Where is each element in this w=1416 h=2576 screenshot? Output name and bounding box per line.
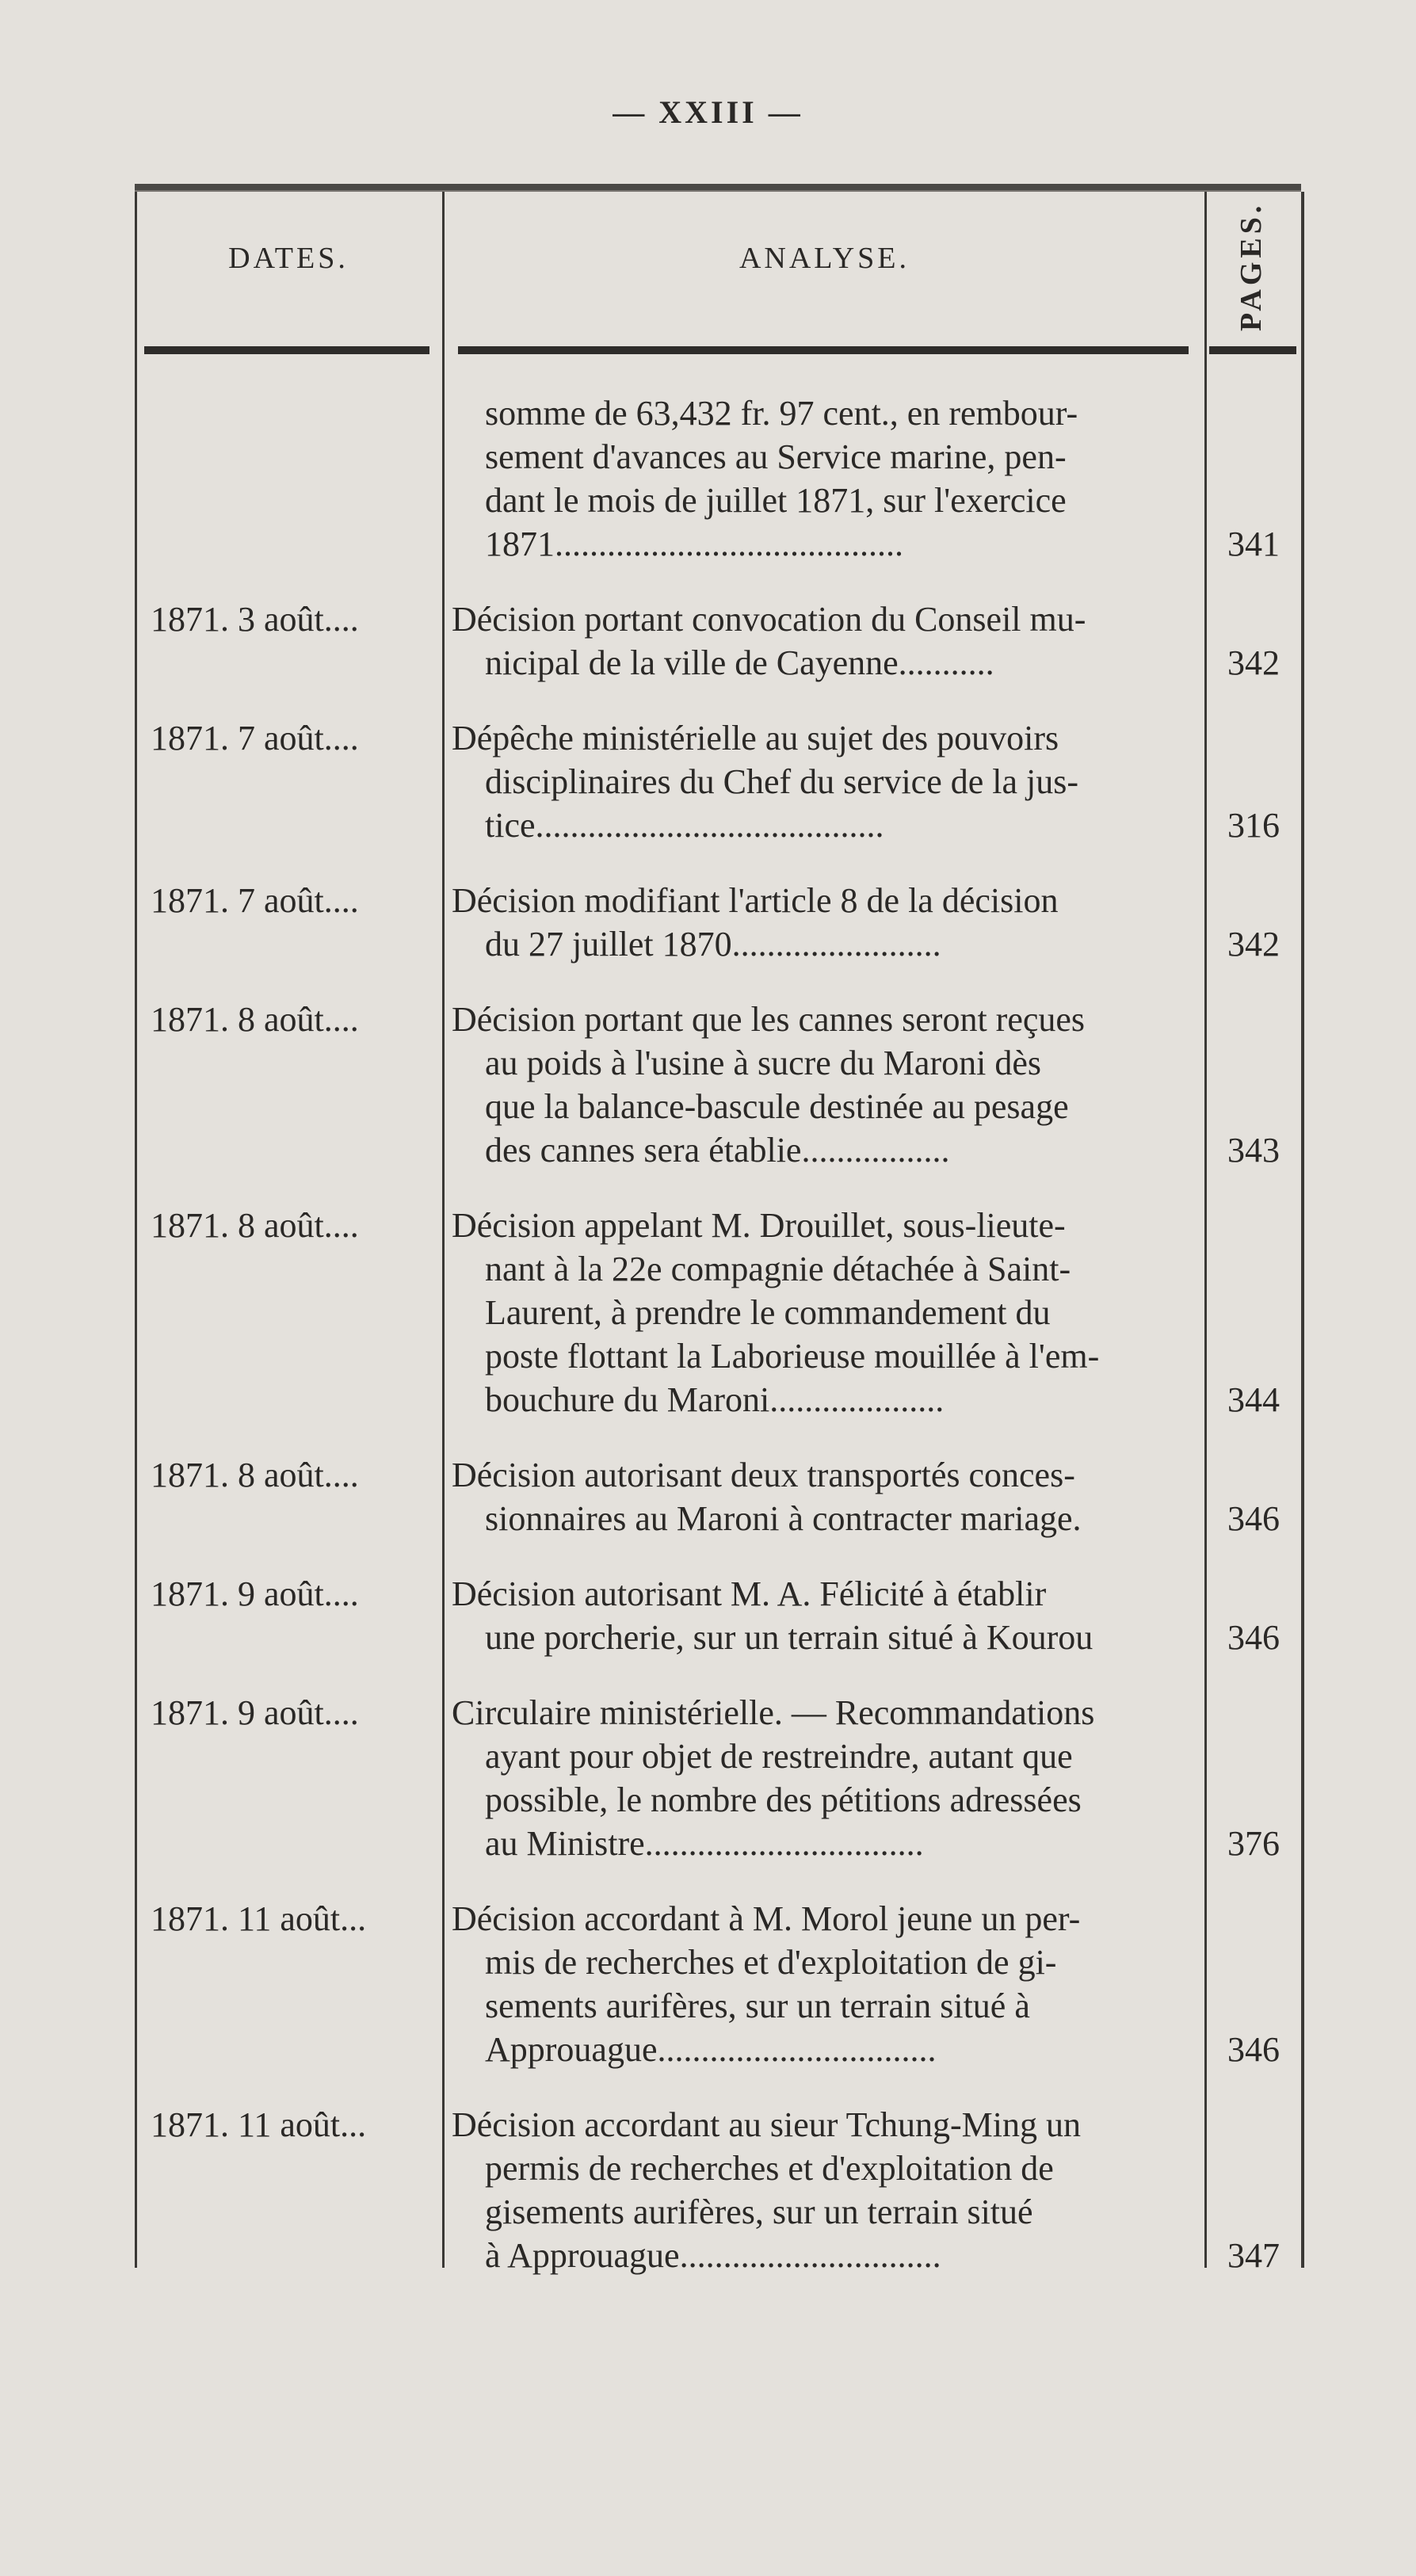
dates-header-label: DATES.	[228, 242, 349, 275]
analysis-line: Décision accordant à M. Morol jeune un per-	[452, 1899, 1081, 1938]
analysis-line: nicipal de la ville de Cayenne...........	[485, 643, 994, 682]
entry-date: 1871. 7 août....	[151, 719, 359, 758]
index-entry	[135, 1204, 1301, 1422]
pages-header-label: PAGES.	[1235, 201, 1268, 331]
index-entry	[135, 1897, 1301, 2071]
analysis-line: une porcherie, sur un terrain situé à Kourou	[485, 1618, 1093, 1657]
analysis-line: ayant pour objet de restreindre, autant que	[485, 1737, 1073, 1776]
analysis-line: disciplinaires du Chef du service de la jus-	[485, 762, 1079, 801]
entry-page-number: 346	[1227, 2030, 1280, 2069]
index-entry	[135, 2103, 1301, 2277]
analysis-line: à Approuague..............................	[485, 2236, 941, 2275]
pages-header-rule	[1209, 346, 1296, 354]
entry-analysis	[452, 597, 1197, 685]
entry-date: 1871. 8 août....	[151, 1000, 359, 1039]
analysis-line: Décision portant convocation du Conseil mu-	[452, 600, 1086, 639]
analysis-line: du 27 juillet 1870........................	[485, 925, 941, 964]
entry-page-number: 343	[1227, 1131, 1280, 1170]
entry-page-number: 347	[1227, 2236, 1280, 2275]
entry-analysis	[452, 391, 1197, 566]
analysis-line: que la balance-bascule destinée au pesage	[485, 1087, 1069, 1126]
dates-column-header	[135, 184, 442, 346]
index-table	[135, 184, 1301, 2275]
analyse-header-label: ANALYSE.	[739, 242, 910, 275]
analysis-line: nant à la 22e compagnie détachée à Saint-	[485, 1250, 1071, 1288]
analysis-line: Dépêche ministérielle au sujet des pouvoirs	[452, 719, 1059, 758]
analysis-line: poste flottant la Laborieuse mouillée à l'em-	[485, 1337, 1100, 1376]
index-entry	[135, 1453, 1301, 1540]
analysis-line: Approuague................................	[485, 2030, 937, 2069]
analysis-line: Décision portant que les cannes seront reçues	[452, 1000, 1086, 1039]
entry-analysis	[452, 998, 1197, 1172]
analysis-line: Décision autorisant deux transportés conces-	[452, 1456, 1075, 1494]
analysis-line: permis de recherches et d'exploitation de	[485, 2149, 1054, 2188]
analysis-line: gisements aurifères, sur un terrain situé	[485, 2192, 1033, 2231]
analysis-line: sement d'avances au Service marine, pen-	[485, 437, 1067, 476]
index-entry	[135, 998, 1301, 1172]
dates-header-rule	[144, 346, 429, 354]
entry-date: 1871. 9 août....	[151, 1574, 359, 1613]
analysis-line: des cannes sera établie.................	[485, 1131, 950, 1170]
analysis-line: bouchure du Maroni....................	[485, 1380, 945, 1419]
entry-page-number: 342	[1227, 925, 1280, 964]
analysis-line: sements aurifères, sur un terrain situé à	[485, 1986, 1030, 2025]
entry-page-number: 344	[1227, 1380, 1280, 1419]
entry-page-number: 341	[1227, 525, 1280, 563]
entry-date: 1871. 11 août...	[151, 1899, 367, 1938]
analysis-line: Laurent, à prendre le commandement du	[485, 1293, 1051, 1332]
index-entry	[135, 879, 1301, 966]
entry-page-number: 346	[1227, 1499, 1280, 1538]
pages-column-header	[1207, 184, 1301, 346]
entry-page-number: 346	[1227, 1618, 1280, 1657]
entry-analysis	[452, 716, 1197, 847]
analyse-column-header	[445, 184, 1204, 346]
index-entry	[135, 1691, 1301, 1865]
analysis-line: tice........................................	[485, 806, 884, 845]
analysis-line: Décision autorisant M. A. Félicité à établir	[452, 1574, 1047, 1613]
analysis-line: 1871........................................	[485, 525, 903, 563]
entry-page-number: 376	[1227, 1824, 1280, 1863]
entry-page-number: 316	[1227, 806, 1280, 845]
analysis-line: sionnaires au Maroni à contracter mariage.	[485, 1499, 1082, 1538]
analysis-line: Décision accordant au sieur Tchung-Ming un	[452, 2105, 1081, 2144]
analysis-line: au poids à l'usine à sucre du Maroni dès	[485, 1044, 1041, 1082]
entry-analysis	[452, 1691, 1197, 1865]
index-entry	[135, 1572, 1301, 1659]
entry-analysis	[452, 1572, 1197, 1659]
entries-list	[135, 391, 1301, 2309]
analysis-line: mis de recherches et d'exploitation de gi-	[485, 1943, 1057, 1982]
analysis-line: possible, le nombre des pétitions adressées	[485, 1780, 1082, 1819]
analysis-line: somme de 63,432 fr. 97 cent., en rembour-	[485, 394, 1078, 433]
entry-date: 1871. 11 août...	[151, 2105, 367, 2144]
entry-analysis	[452, 879, 1197, 966]
entry-page-number: 342	[1227, 643, 1280, 682]
entry-date: 1871. 3 août....	[151, 600, 359, 639]
entry-date: 1871. 8 août....	[151, 1456, 359, 1494]
entry-analysis	[452, 1453, 1197, 1540]
analysis-line: Décision modifiant l'article 8 de la décision	[452, 881, 1059, 920]
index-entry	[135, 391, 1301, 566]
entry-date: 1871. 8 août....	[151, 1206, 359, 1245]
index-entry	[135, 716, 1301, 847]
analysis-line: Circulaire ministérielle. — Recommandations	[452, 1693, 1095, 1732]
analyse-header-rule	[458, 346, 1189, 354]
entry-analysis	[452, 1897, 1197, 2071]
analysis-line: au Ministre................................	[485, 1824, 924, 1863]
entry-analysis	[452, 1204, 1197, 1422]
index-entry	[135, 597, 1301, 685]
table-right-border	[1301, 192, 1304, 2268]
entry-date: 1871. 9 août....	[151, 1693, 359, 1732]
entry-date: 1871. 7 août....	[151, 881, 359, 920]
entry-analysis	[452, 2103, 1197, 2277]
analysis-line: Décision appelant M. Drouillet, sous-lieute-	[452, 1206, 1066, 1245]
page-number-header: — XXIII —	[613, 94, 803, 130]
analysis-line: dant le mois de juillet 1871, sur l'exercice	[485, 481, 1067, 520]
